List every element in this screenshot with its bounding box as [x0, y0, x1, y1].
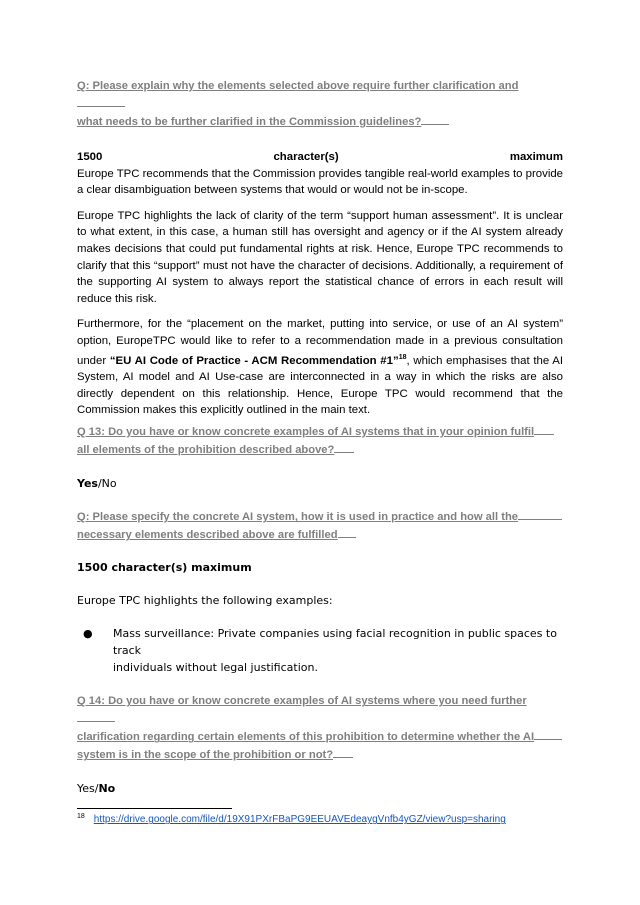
bullet-icon: ● — [83, 627, 93, 641]
char-limit-unit: character(s) — [273, 151, 339, 163]
answer-paragraph-2: Europe TPC highlights the lack of clarity of the term “support human assessment”. It is unclear to what extent, in this case, a human still has oversight and agency or if the AI system already makes decisions that could put fundamental rights at risk. Hence, Europe TPC recommends to clarify that this “support” must not have the character of decisions. Additionally, a requirement of the supporting AI system to always report the statistical chance of errors in each result will reduce this risk. — [77, 209, 563, 305]
bullet-item — [77, 625, 563, 676]
selected-option: Yes — [77, 476, 98, 490]
answer-paragraph-3 — [77, 316, 563, 418]
underline-fill — [77, 710, 115, 722]
unselected-option: /No — [97, 476, 117, 490]
question-line: necessary elements described above are fulfilled — [77, 529, 338, 542]
underline-fill — [77, 95, 125, 107]
question-line: Q 13: Do you have or know concrete examples of AI systems that in your opinion fulfil — [77, 425, 535, 438]
char-limit-number: 1500 — [77, 151, 103, 163]
char-limit-label-2: 1500 character(s) maximum — [77, 561, 252, 575]
footnote-link[interactable]: https://drive.google.com/file/d/19X91PXrFBaPG9EEUAVEdeaygVnfb4yGZ/view?usp=sharing — [93, 814, 506, 826]
unselected-option: Yes/ — [77, 782, 99, 796]
question-line: Q 14: Do you have or know concrete examples of AI systems where you need further — [77, 695, 527, 708]
footnote-separator — [77, 808, 232, 809]
question-line: clarification regarding certain elements of this prohibition to determine whether the AI — [77, 731, 535, 744]
char-limit-label — [77, 149, 563, 166]
question-14 — [77, 693, 563, 764]
underline-fill — [534, 728, 562, 740]
underline-fill — [334, 441, 354, 453]
underline-fill — [421, 113, 449, 125]
selected-option: No — [98, 782, 116, 796]
question-line: Q: Please explain why the elements selected above require further clarification and — [77, 80, 519, 92]
examples-intro: Europe TPC highlights the following examples: — [77, 593, 333, 607]
footnote-number: 18 — [77, 813, 85, 820]
question-clarify — [77, 78, 563, 131]
answer-yes-no-14 — [77, 781, 563, 798]
underline-fill — [518, 508, 562, 520]
underline-fill — [534, 423, 554, 435]
question-13 — [77, 423, 563, 459]
answer-paragraph-1: Europe TPC recommends that the Commission provides tangible real-world examples to provide a clear disambiguation between systems that would or would not be in-scope. — [77, 167, 564, 197]
paragraph-text: , which emphasises that the AI System, AI model and AI Use-case are interconnected in a way in which the risks are also directly dependent on this relationship. Hence, Europe TPC would recommend that the Commission makes this explicitly outlined in the main text. — [77, 354, 563, 417]
question-line: all elements of the prohibition described above? — [77, 443, 335, 456]
answer-yes-no-13 — [77, 476, 563, 493]
char-limit-suffix: maximum — [509, 151, 563, 163]
question-specify — [77, 508, 563, 544]
footnote — [77, 813, 506, 825]
document-body — [77, 78, 563, 798]
underline-fill — [338, 526, 356, 538]
bullet-line: Mass surveillance: Private companies using facial recognition in public spaces to track — [113, 627, 557, 658]
question-line: what needs to be further clarified in the Commission guidelines? — [77, 116, 422, 128]
underline-fill — [333, 746, 353, 758]
recommendation-reference: “EU AI Code of Practice - ACM Recommendation #1” — [109, 354, 399, 367]
bullet-line: individuals without legal justification. — [113, 661, 318, 675]
footnote-marker[interactable]: 18 — [398, 353, 407, 361]
paragraph-text: Furthermore, for the “placement on the market, putting into service, or use of an AI system” option, EuropeTPC would like to refer to a recommendation made in a previous consultation under — [77, 318, 563, 367]
question-line: system is in the scope of the prohibition or not? — [77, 749, 334, 762]
question-line: Q: Please specify the concrete AI system, how it is used in practice and how all the — [77, 511, 519, 524]
